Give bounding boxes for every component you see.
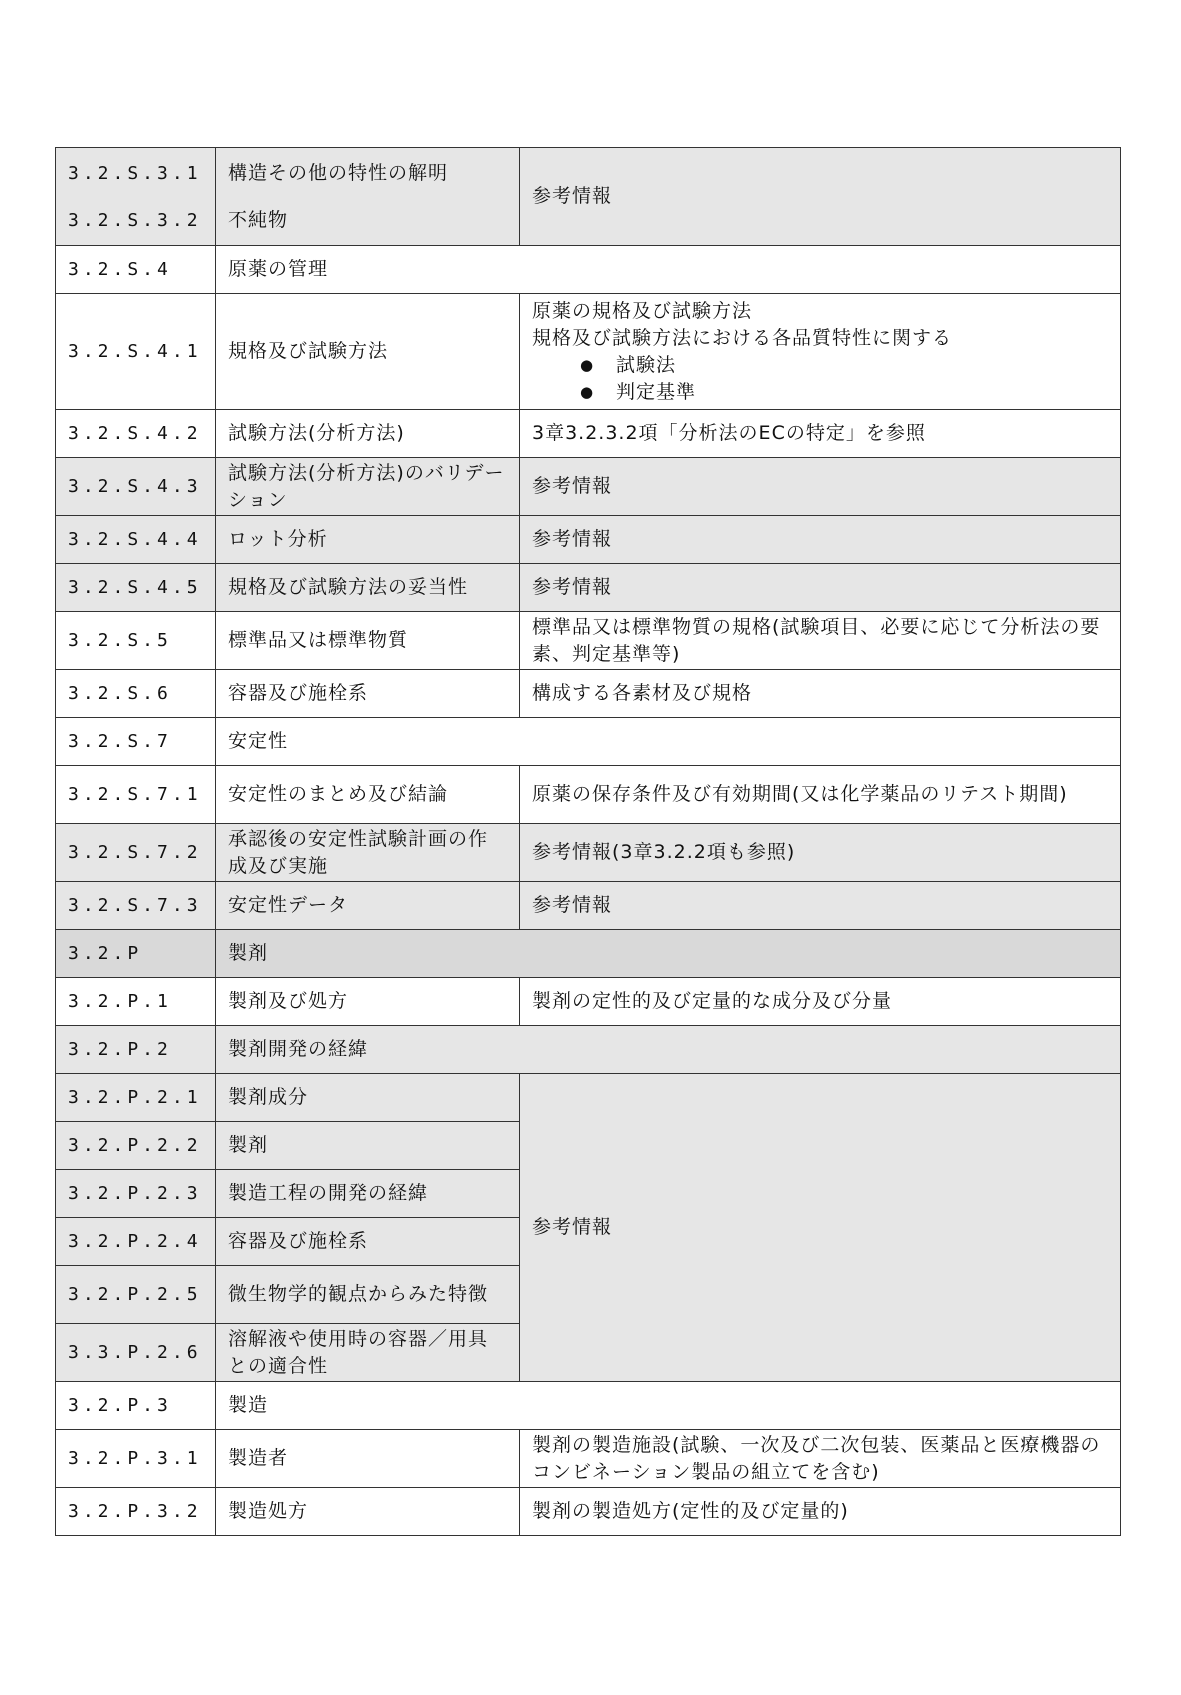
- section-code: 3.2.P.2.2: [56, 1122, 216, 1170]
- table-row: [56, 882, 1121, 930]
- section-code: 3.2.S.7.3: [56, 882, 216, 930]
- section-description: 製剤の製造処方(定性的及び定量的): [520, 1488, 1121, 1536]
- section-description: 構成する各素材及び規格: [520, 670, 1121, 718]
- section-code: 3.2.P.2.3: [56, 1170, 216, 1218]
- section-code: [56, 148, 216, 246]
- description-line: 原薬の規格及び試験方法: [532, 299, 753, 322]
- section-code: 3.2.S.4: [56, 246, 216, 294]
- section-code: 3.2.S.4.2: [56, 410, 216, 458]
- section-description: 製剤の定性的及び定量的な成分及び分量: [520, 978, 1121, 1026]
- table-row: [56, 978, 1121, 1026]
- table-row: [56, 1382, 1121, 1430]
- table-row: [56, 1430, 1121, 1488]
- section-title: 溶解液や使用時の容器／用具との適合性: [216, 1324, 520, 1382]
- description-line: 規格及び試験方法における各品質特性に関する: [532, 326, 953, 349]
- table-row: [56, 766, 1121, 824]
- document-table: [55, 147, 1121, 1536]
- table-row: [56, 410, 1121, 458]
- section-description: [520, 294, 1121, 410]
- section-title: 製剤成分: [216, 1074, 520, 1122]
- section-title: 製剤及び処方: [216, 978, 520, 1026]
- section-description: 参考情報(3章3.2.2項も参照): [520, 824, 1121, 882]
- table-row: [56, 148, 1121, 246]
- section-description: 参考情報: [520, 516, 1121, 564]
- table-row: [56, 294, 1121, 410]
- table-row: [56, 670, 1121, 718]
- bullet-item: ● 判定基準: [580, 379, 1108, 406]
- section-title: 容器及び施栓系: [216, 670, 520, 718]
- section-description: 原薬の保存条件及び有効期間(又は化学薬品のリテスト期間): [520, 766, 1121, 824]
- table-row: [56, 824, 1121, 882]
- section-description: 参考情報: [520, 882, 1121, 930]
- section-title: 製造処方: [216, 1488, 520, 1536]
- section-title: 承認後の安定性試験計画の作成及び実施: [216, 824, 520, 882]
- section-title: 製造工程の開発の経緯: [216, 1170, 520, 1218]
- section-title: ロット分析: [216, 516, 520, 564]
- section-title: 安定性のまとめ及び結論: [216, 766, 520, 824]
- table-row: [56, 246, 1121, 294]
- section-description: 3章3.2.3.2項「分析法のECの特定」を参照: [520, 410, 1121, 458]
- table-row: [56, 1488, 1121, 1536]
- section-description: 標準品又は標準物質の規格(試験項目、必要に応じて分析法の要素、判定基準等): [520, 612, 1121, 670]
- table-row: [56, 1074, 1121, 1122]
- section-title: 製剤: [216, 930, 1121, 978]
- section-code: 3.3.P.2.6: [56, 1324, 216, 1382]
- section-description: 参考情報: [520, 148, 1121, 246]
- table-row: [56, 458, 1121, 516]
- section-title: [216, 148, 520, 246]
- section-title: 規格及び試験方法の妥当性: [216, 564, 520, 612]
- section-code-b: 3.2.S.3.2: [68, 209, 202, 231]
- section-title: 微生物学的観点からみた特徴: [216, 1266, 520, 1324]
- section-title: 容器及び施栓系: [216, 1218, 520, 1266]
- section-title: 安定性: [216, 718, 1121, 766]
- section-code: 3.2.S.7: [56, 718, 216, 766]
- section-title: 試験方法(分析方法)のバリデーション: [216, 458, 520, 516]
- section-description: 製剤の製造施設(試験、一次及び二次包装、医薬品と医療機器のコンビネーション製品の組立てを含む): [520, 1430, 1121, 1488]
- section-code: 3.2.S.6: [56, 670, 216, 718]
- section-title: 標準品又は標準物質: [216, 612, 520, 670]
- section-title: 原薬の管理: [216, 246, 1121, 294]
- section-code: 3.2.P.1: [56, 978, 216, 1026]
- section-code: 3.2.P.3.1: [56, 1430, 216, 1488]
- section-code: 3.2.S.4.5: [56, 564, 216, 612]
- section-title: 安定性データ: [216, 882, 520, 930]
- section-code: 3.2.P.2.1: [56, 1074, 216, 1122]
- section-code: 3.2.P.3: [56, 1382, 216, 1430]
- section-code: 3.2.P.3.2: [56, 1488, 216, 1536]
- section-code: 3.2.P: [56, 930, 216, 978]
- bullet-list: [532, 352, 1108, 406]
- table-row: [56, 718, 1121, 766]
- section-description: 参考情報: [520, 564, 1121, 612]
- section-title: 規格及び試験方法: [216, 294, 520, 410]
- section-title: 製剤: [216, 1122, 520, 1170]
- section-title: 製造者: [216, 1430, 520, 1488]
- section-code: 3.2.S.4.1: [56, 294, 216, 410]
- section-code: 3.2.P.2.4: [56, 1218, 216, 1266]
- table-row: [56, 612, 1121, 670]
- section-code: 3.2.S.4.4: [56, 516, 216, 564]
- section-code: 3.2.S.7.2: [56, 824, 216, 882]
- section-description: 参考情報: [520, 1074, 1121, 1382]
- table-row: [56, 516, 1121, 564]
- section-title-a: 構造その他の特性の解明: [228, 161, 449, 184]
- section-code: 3.2.P.2: [56, 1026, 216, 1074]
- section-code: 3.2.P.2.5: [56, 1266, 216, 1324]
- section-title: 製剤開発の経緯: [216, 1026, 1121, 1074]
- section-title: 試験方法(分析方法): [216, 410, 520, 458]
- section-code-a: 3.2.S.3.1: [68, 162, 202, 184]
- table-row: [56, 1026, 1121, 1074]
- section-code: 3.2.S.4.3: [56, 458, 216, 516]
- section-title-b: 不純物: [228, 208, 289, 231]
- section-title: 製造: [216, 1382, 1121, 1430]
- bullet-item: ● 試験法: [580, 352, 1108, 379]
- section-code: 3.2.S.7.1: [56, 766, 216, 824]
- table-row: [56, 930, 1121, 978]
- table-row: [56, 564, 1121, 612]
- section-description: 参考情報: [520, 458, 1121, 516]
- section-code: 3.2.S.5: [56, 612, 216, 670]
